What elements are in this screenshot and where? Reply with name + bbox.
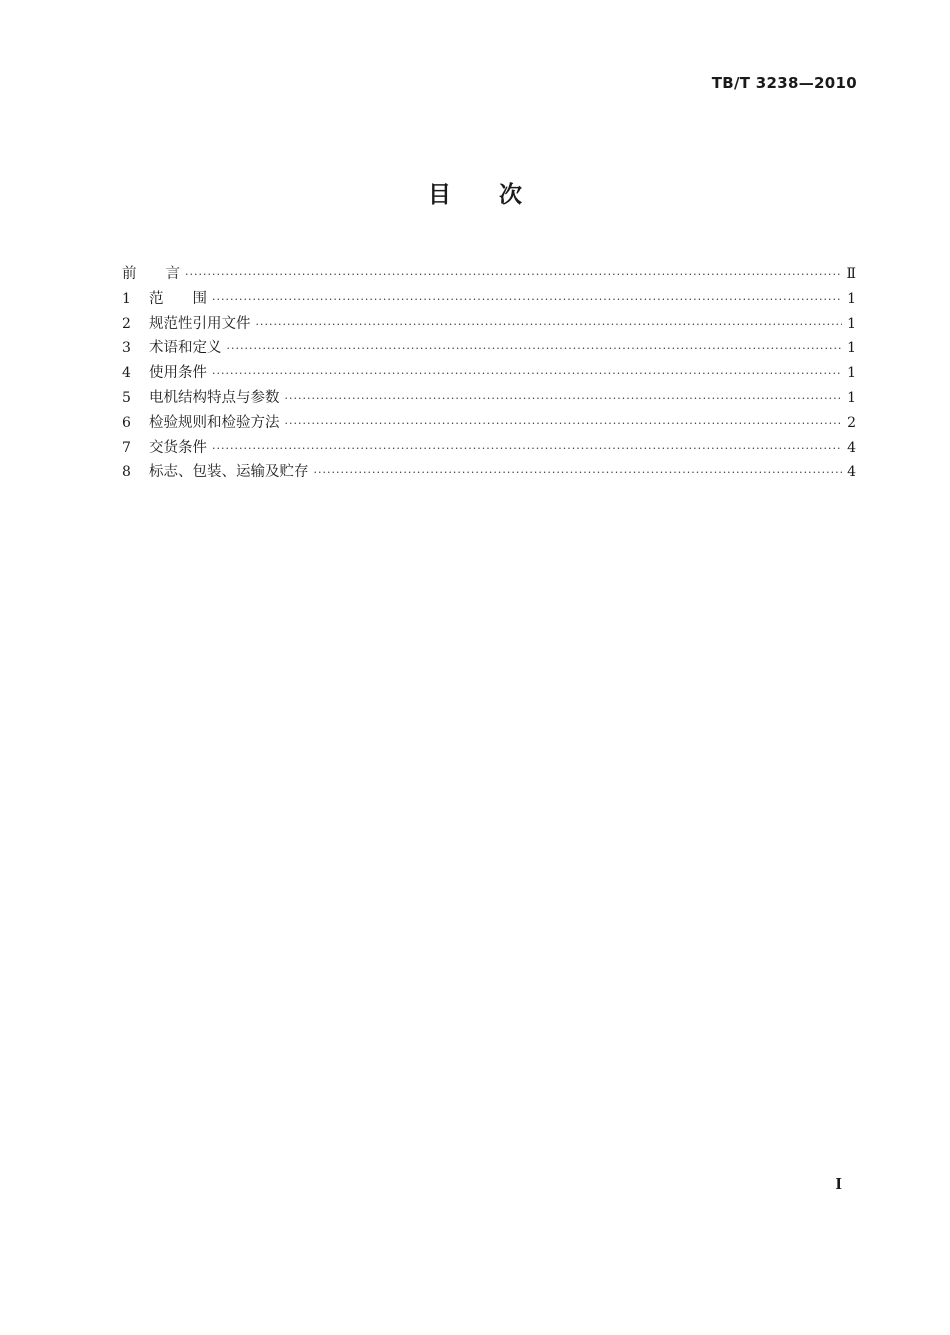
toc-entry-number: 2 <box>122 315 131 332</box>
toc-entry-page: 2 <box>847 414 856 431</box>
toc-entry-label: 使用条件 <box>149 365 207 382</box>
toc-entry-foreword[interactable] <box>122 262 856 287</box>
standard-number: TB/T 3238—2010 <box>711 74 857 92</box>
toc-entry-label: 电机结构特点与参数 <box>149 389 280 406</box>
toc-leader-dots <box>212 437 842 462</box>
toc-entry-label: 术语和定义 <box>149 340 222 357</box>
toc-leader-dots <box>212 362 842 387</box>
toc-entry-label: 交货条件 <box>149 439 207 456</box>
toc-entry-number: 8 <box>122 464 131 481</box>
toc-entry-page: 1 <box>847 290 856 307</box>
toc-entry-number: 1 <box>122 290 131 307</box>
toc-leader-dots <box>185 263 841 288</box>
toc-leader-dots <box>227 337 843 362</box>
toc-leader-dots <box>285 412 843 437</box>
toc-title-left: 目 <box>428 182 451 208</box>
toc-entry-page: 1 <box>847 340 856 357</box>
toc-title-right: 次 <box>499 182 522 208</box>
toc-title <box>0 176 950 209</box>
toc-entry-page: 4 <box>847 439 856 456</box>
toc-entry-label: 标志、包装、运输及贮存 <box>149 464 309 481</box>
toc-entry-scope[interactable] <box>122 287 856 312</box>
page-number: I <box>835 1174 842 1193</box>
toc-entry-terms-definitions[interactable] <box>122 336 856 361</box>
toc-entry-label: 前 言 <box>122 266 180 282</box>
toc-entry-page: 1 <box>847 315 856 332</box>
toc-entry-label: 检验规则和检验方法 <box>149 414 280 431</box>
toc-entry-number: 5 <box>122 389 131 406</box>
toc-leader-dots <box>285 387 843 412</box>
toc-entry-page: 1 <box>847 365 856 382</box>
toc-entry-normative-references[interactable] <box>122 312 856 337</box>
toc-entry-motor-structure[interactable] <box>122 386 856 411</box>
toc-entry-marking-packaging[interactable] <box>122 460 856 485</box>
toc-leader-dots <box>314 461 843 486</box>
toc-list <box>122 262 856 485</box>
toc-entry-number: 3 <box>122 340 131 357</box>
toc-entry-page: 4 <box>847 464 856 481</box>
toc-entry-delivery-conditions[interactable] <box>122 436 856 461</box>
toc-leader-dots <box>256 313 843 338</box>
toc-entry-label: 规范性引用文件 <box>149 315 251 332</box>
toc-leader-dots <box>212 288 842 313</box>
toc-entry-label: 范 围 <box>149 290 207 307</box>
toc-entry-inspection-rules[interactable] <box>122 411 856 436</box>
toc-entry-page: Ⅱ <box>846 266 856 282</box>
toc-entry-conditions-of-use[interactable] <box>122 361 856 386</box>
toc-entry-number: 7 <box>122 439 131 456</box>
toc-entry-page: 1 <box>847 389 856 406</box>
toc-entry-number: 4 <box>122 365 131 382</box>
toc-entry-number: 6 <box>122 414 131 431</box>
